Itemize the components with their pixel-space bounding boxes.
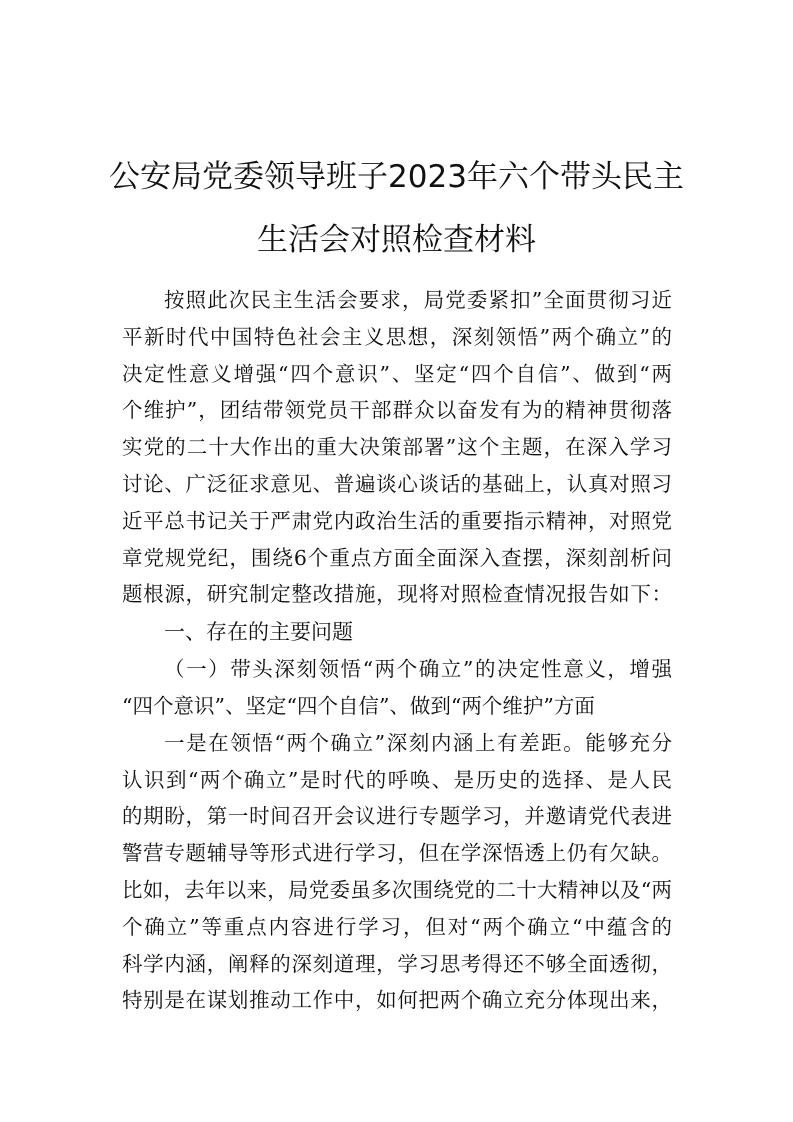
body-line: 警营专题辅导等形式进行学习，但在学深悟透上仍有欠缺。 — [122, 841, 672, 866]
document-body — [122, 282, 672, 1019]
intro-line: 章党规党纪，围绕6个重点方面全面深入查摆，深刻剖析问 — [122, 545, 672, 570]
body-line: 科学内涵，阐释的深刻道理，学习思考得还不够全面透彻， — [122, 951, 672, 976]
body-line: 一是在领悟“两个确立”深刻内涵上有差距。能够充分 — [164, 730, 672, 755]
document-page — [0, 146, 793, 1019]
section-heading: 一、存在的主要问题 — [164, 620, 353, 645]
document-title-line-1: 公安局党委领导班子2023年六个带头民主 — [109, 159, 684, 195]
intro-line: 实党的二十大作出的重大决策部署”这个主题，在深入学习 — [122, 435, 672, 460]
body-line: 个确立”等重点内容进行学习，但对“两个确立“中蕴含的 — [122, 914, 672, 939]
intro-line: 平新时代中国特色社会主义思想，深刻领悟”两个确立”的 — [122, 324, 672, 349]
document-title-line-2: 生活会对照检查材料 — [257, 222, 536, 258]
intro-line: 讨论、广泛征求意见、普遍谈心谈话的基础上，认真对照习 — [122, 471, 672, 496]
intro-line: 按照此次民主生活会要求，局党委紧扣”全面贯彻习近 — [164, 288, 672, 312]
body-line: 比如，去年以来，局党委虽多次围绕党的二十大精神以及“两 — [122, 877, 672, 902]
intro-line: 近平总书记关于严肃党内政治生活的重要指示精神，对照党 — [122, 508, 672, 533]
body-line: 的期盼，第一时间召开会议进行专题学习，并邀请党代表进 — [122, 804, 672, 829]
body-line: 特别是在谋划推动工作中，如何把两个确立充分体现出来， — [122, 988, 672, 1013]
body-line: 认识到“两个确立”是时代的呼唤、是历史的选择、是人民 — [122, 767, 672, 792]
subsection-heading-line: “四个意识”、坚定“四个自信”、做到“两个维护”方面 — [122, 693, 595, 718]
intro-line: 题根源，研究制定整改措施，现将对照检查情况报告如下： — [122, 582, 672, 607]
subsection-heading-line: （一）带头深刻领悟“两个确立”的决定性意义，增强 — [164, 657, 672, 682]
intro-line: 个维护”，团结带领党员干部群众以奋发有为的精神贯彻落 — [122, 398, 672, 423]
intro-line: 决定性意义增强“四个意识”、坚定“四个自信”、做到“两 — [122, 361, 672, 386]
